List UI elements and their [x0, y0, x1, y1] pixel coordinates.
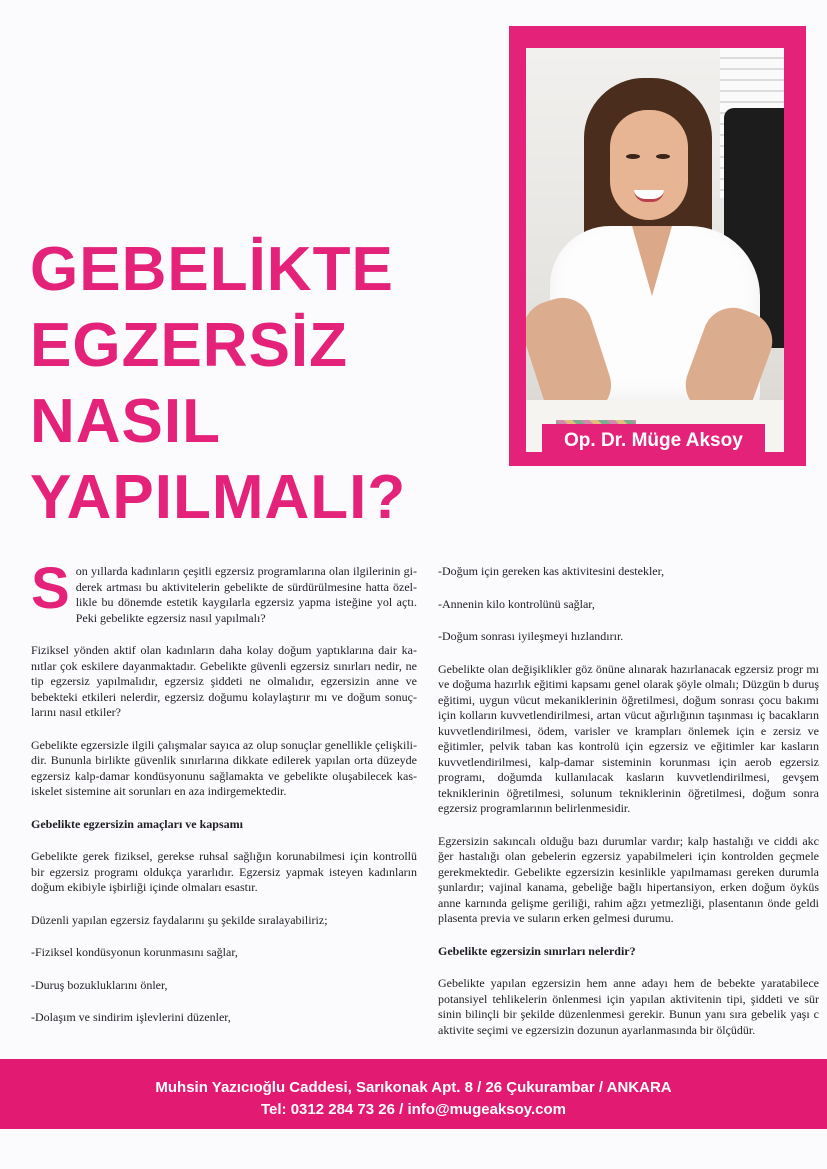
- neckline: [632, 226, 672, 296]
- paragraph: Fiziksel yönden aktif olan kadınların daha kolay doğum yaptıklarına dair ka-nıtlar çok eskilere dayanmaktadır. Gebelikte güvenli egzersiz sınırları nedir, ne tip egzersiz yapılmalıdır, egzersiz şiddeti ne olmalıdır, egzersizin anne ve bebekteki etkileri nelerdir, egzersiz doğumu kolaylaştırır mı ve doğum sonuç-larını nasıl etkiler?: [31, 643, 417, 719]
- doctor-portrait-photo: [526, 48, 784, 452]
- list-item: -Doğum sonrası iyileşmeyi hızlandırır.: [438, 629, 624, 643]
- list-item: -Duruş bozukluklarını önler,: [31, 977, 168, 992]
- list-item: -Annenin kilo kontrolünü sağlar,: [438, 596, 595, 611]
- paragraph: Egzersizin sakıncalı olduğu bazı durumlar vardır; kalp hastalığı ve ciddi akc ğer hastalığı olan gebelerin egzersiz yapabilmeleri için kontrolden geçmele gerekmektedir. Gebelikte egzersizin kesinlikle yapılmaması gereken durumla şunlardır; vajinal kanama, gebeliğe bağlı hipertansiyon, erken doğum öyküs anne karnında gelişme geriliği, rahim ağzı yetmezliği, plasentanın önde geldi plasenta previa ve suların erken gelmesi durumu.: [438, 833, 819, 925]
- left-eye: [626, 154, 640, 159]
- list-item: -Dolaşım ve sindirim işlevlerini düzenler,: [31, 1010, 231, 1024]
- paragraph: Gebelikte yapılan egzersizin hem anne adayı hem de bebekte yaratabilece potansiyel tehlikelerin önlenmesi için yapılan aktivitenin tipi, şiddeti ve sür sinin bilinçli bir şekilde düzenlenmesi gerekir. Bunun yanı sıra gebelik yaşı c aktivite seçimi ve egzersizin dozunun ayarlanmasında bir ölçüdür.: [438, 976, 819, 1037]
- title-line: YAPILMALI?: [30, 463, 407, 532]
- smile: [634, 190, 664, 202]
- right-text-column: [438, 564, 819, 1055]
- paragraph: Gebelikte olan değişiklikler göz önüne alınarak hazırlanacak egzersiz progr mı ve doğuma hazırlık eğitimi kapsamı genel olarak şöyle olmalı; Düzgün b duruş eğitimi, uygun vücut mekaniklerinin öğretilmesi, doğum sonrası çocu bakımı için kolların kuvvetlendirilmesi, artan vücut ağırlığının taşınması iç bacakların kuvvetlendirilmesi, ödem, varisler ve krampları önlemek için e zersiz ve eğitimler, pelvik taban kas kontrolü için egzersiz ve eğitimler kar kasların kuvvetlendirilmesi, kalp-damar sisteminin korunması için aerob egzersiz programı, doğumda kullanılacak kasların kuvvetlendirilmesi, gevşem tekniklerinin öğretilmesi, solunum tekniklerinin öğretilmesi, doğum sonra egzersiz programlarının belirlenmesidir.: [438, 661, 819, 815]
- title-line: GEBELİKTE: [30, 235, 394, 304]
- paragraph: Düzenli yapılan egzersiz faydalarını şu şekilde sıralayabiliriz;: [31, 912, 328, 927]
- intro-paragraph: [31, 556, 417, 626]
- intro-text: on yıllarda kadınların çeşitli egzersiz programlarına olan ilgilerinin gi-derek artması bu aktivitelerin gebelikte de sürdürülmesine hatta özel-likle bu dönemde estetik kaygılarla egzersiz yapma isteğine yol açtı. Peki gebelikte egzersiz nasıl yapılmalı?: [75, 564, 417, 625]
- paragraph: Gebelikte egzersizle ilgili çalışmalar sayıca az olup sonuçlar genellikle çelişkili-dir. Bununla birlikte güvenlik sınırlarına dikkate edilerek yapılan orta düzeyde egzersiz kalp-damar kondüsyonunu sağlamakta ve gebelikte oluşabilecek kas-iskelet sistemine ait sorunları en aza indirgemektedir.: [31, 737, 417, 798]
- portrait-frame: [509, 26, 806, 466]
- footer-contact: Tel: 0312 284 73 26 / info@mugeaksoy.com: [260, 1101, 567, 1118]
- section-heading: Gebelikte egzersizin amaçları ve kapsamı: [31, 816, 243, 831]
- article-title: [30, 232, 500, 536]
- doctor-name-tag: Op. Dr. Müge Aksoy: [542, 424, 765, 458]
- right-eye: [656, 154, 670, 159]
- footer-address: Muhsin Yazıcıoğlu Caddesi, Sarıkonak Apt. 8 / 26 Çukurambar / ANKARA: [155, 1079, 672, 1096]
- title-line: NASIL: [30, 387, 221, 456]
- title-line: EGZERSİZ: [30, 311, 349, 380]
- section-heading: Gebelikte egzersizin sınırları nelerdir?: [438, 943, 636, 958]
- footer-bar: [0, 1059, 827, 1129]
- drop-cap: S: [31, 556, 70, 621]
- face: [610, 110, 688, 220]
- list-item: -Fiziksel kondüsyonun korunmasını sağlar,: [31, 945, 238, 959]
- left-text-column: [31, 556, 417, 1043]
- paragraph: Gebelikte gerek fiziksel, gerekse ruhsal sağlığın korunabilmesi için kontrollü bir egzersiz programı oldukça yararlıdır. Egzersiz yapmak isteyen kadınların doğum ekibiyle işbirliği içinde olmaları esastır.: [31, 849, 417, 894]
- list-item: -Doğum için gereken kas aktivitesini destekler,: [438, 564, 665, 578]
